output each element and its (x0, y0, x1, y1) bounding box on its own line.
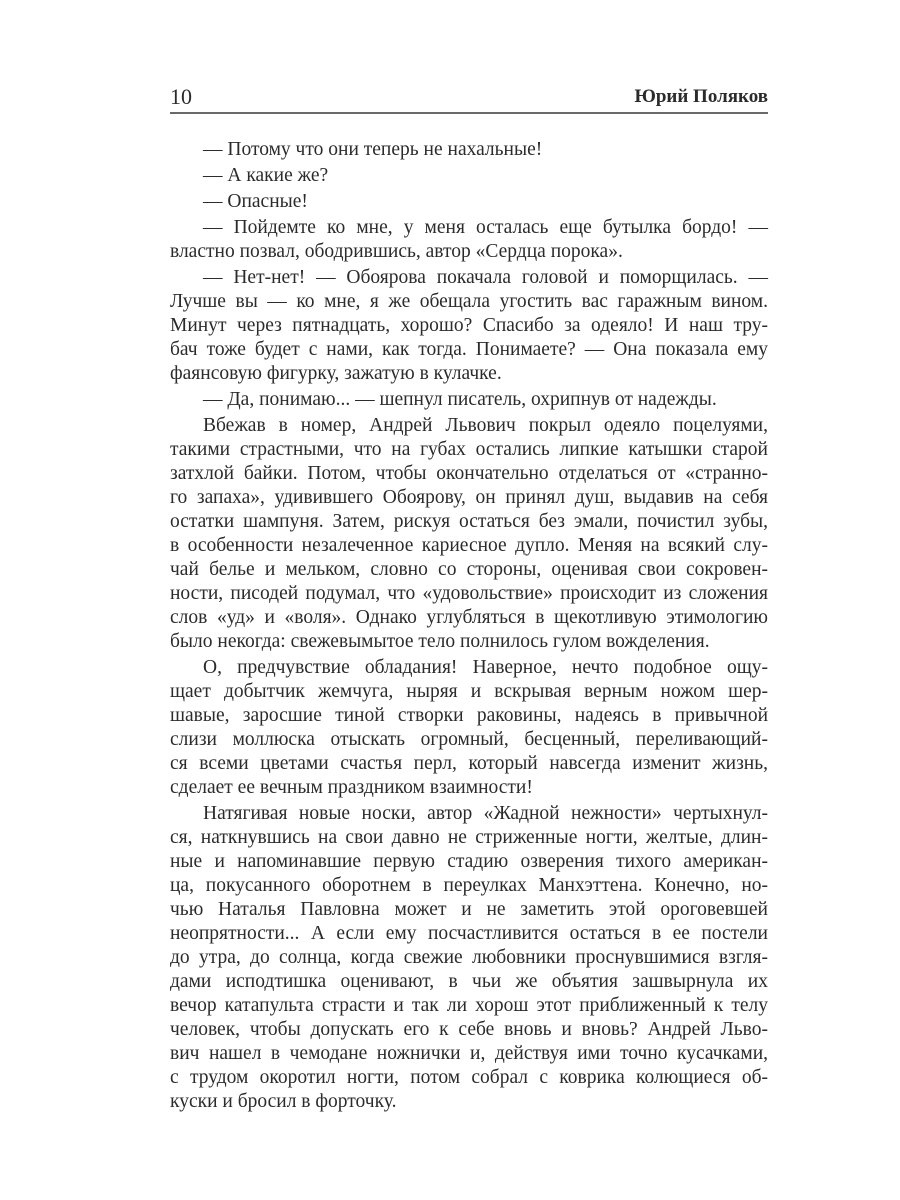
text-line: — Пойдемте ко мне, у меня осталась еще бутылка бордо! — (203, 217, 768, 238)
text-line: фаянсовую фигурку, зажатую в кулачке. (170, 363, 502, 384)
text-line: ся всеми цветами счастья перл, который навсегда изменит жизнь, (170, 753, 768, 774)
text-line: в особенности незалеченное кариесное дупло. Меняя на всякий слу- (170, 535, 768, 556)
text-line: — Потому что они теперь не нахальные! (203, 139, 543, 160)
body-text (170, 138, 768, 1116)
text-line: Минут через пятнадцать, хорошо? Спасибо за одеяло! И наш тру- (170, 315, 768, 336)
text-line: го запаха», удивившего Обоярову, он принял душ, выдавив на себя (170, 487, 768, 508)
text-line: сделает ее вечным праздником взаимности! (170, 777, 533, 798)
text-line: слов «уд» и «воля». Однако углубляться в щекотливую этимологию (170, 607, 768, 628)
text-line: вич нашел в чемодане ножнички и, действуя ими точно кусачками, (170, 1043, 768, 1064)
text-line: до утра, до солнца, когда свежие любовники проснувшимися взгля- (170, 947, 768, 968)
text-line: — А какие же? (203, 165, 329, 186)
text-line: чью Наталья Павловна может и не заметить этой ороговевшей (170, 899, 768, 920)
text-line: Натягивая новые носки, автор «Жадной нежности» чертыхнул- (203, 803, 768, 824)
text-line: ся, наткнувшись на свои давно не стриженные ногти, желтые, длин- (170, 827, 768, 848)
paragraph (170, 388, 768, 412)
paragraph (170, 216, 768, 264)
header-rule (170, 112, 768, 114)
paragraph (170, 190, 768, 214)
paragraph (170, 802, 768, 1114)
running-header (170, 82, 768, 112)
text-line: вечор катапульта страсти и так ли хорош этот приближенный к телу (170, 995, 768, 1016)
paragraph (170, 656, 768, 800)
text-line: неопрятности... А если ему посчастливится остаться в ее постели (170, 923, 768, 944)
text-line: Лучше вы — ко мне, я же обещала угостить вас гаражным вином. (170, 291, 768, 312)
text-line: с трудом окоротил ногти, потом собрал с коврика колющиеся об- (170, 1067, 768, 1088)
paragraph (170, 138, 768, 162)
text-line: — Опасные! (203, 191, 308, 212)
text-line: куски и бросил в форточку. (170, 1091, 397, 1112)
text-line: дами исподтишка оценивают, в чьи же объятия зашвырнула их (170, 971, 768, 992)
paragraph (170, 164, 768, 188)
text-line: затхлой байки. Потом, чтобы окончательно отделаться от «странно- (170, 463, 768, 484)
text-line: бач тоже будет с нами, как тогда. Понимаете? — Она показала ему (170, 339, 768, 360)
text-line: ные и напоминавшие первую стадию озверения тихого американ- (170, 851, 768, 872)
text-line: человек, чтобы допускать его к себе вновь и вновь? Андрей Льво- (170, 1019, 768, 1040)
text-line: ца, покусанного оборотнем в переулках Манхэттена. Конечно, но- (170, 875, 768, 896)
text-line: было некогда: свежевымытое тело полнилось гулом вожделения. (170, 631, 710, 652)
text-line: такими страстными, что на губах остались липкие катышки старой (170, 439, 768, 460)
page-number: 10 (170, 84, 192, 109)
running-title-author: Юрий Поляков (634, 86, 768, 107)
text-line: чай белье и мельком, словно со стороны, оценивая свои сокровен- (170, 559, 768, 580)
paragraph (170, 266, 768, 386)
text-line: — Да, понимаю... — шепнул писатель, охрипнув от надежды. (203, 389, 717, 410)
text-line: остатки шампуня. Затем, рискуя остаться без эмали, почистил зубы, (170, 511, 768, 532)
text-line: слизи моллюска отыскать огромный, бесценный, переливающий- (170, 729, 768, 750)
text-line: шавые, заросшие тиной створки раковины, надеясь в привычной (170, 705, 768, 726)
text-line: Вбежав в номер, Андрей Львович покрыл одеяло поцелуями, (203, 415, 768, 436)
text-line: ности, писодей подумал, что «удовольствие» происходит из сложения (170, 583, 768, 604)
text-line: — Нет-нет! — Обоярова покачала головой и поморщилась. — (203, 267, 768, 288)
paragraph (170, 414, 768, 654)
text-line: властно позвал, ободрившись, автор «Сердца порока». (170, 241, 623, 262)
text-line: О, предчувствие обладания! Наверное, нечто подобное ощу- (203, 657, 768, 678)
text-line: щает добытчик жемчуга, ныряя и вскрывая верным ножом шер- (170, 681, 768, 702)
